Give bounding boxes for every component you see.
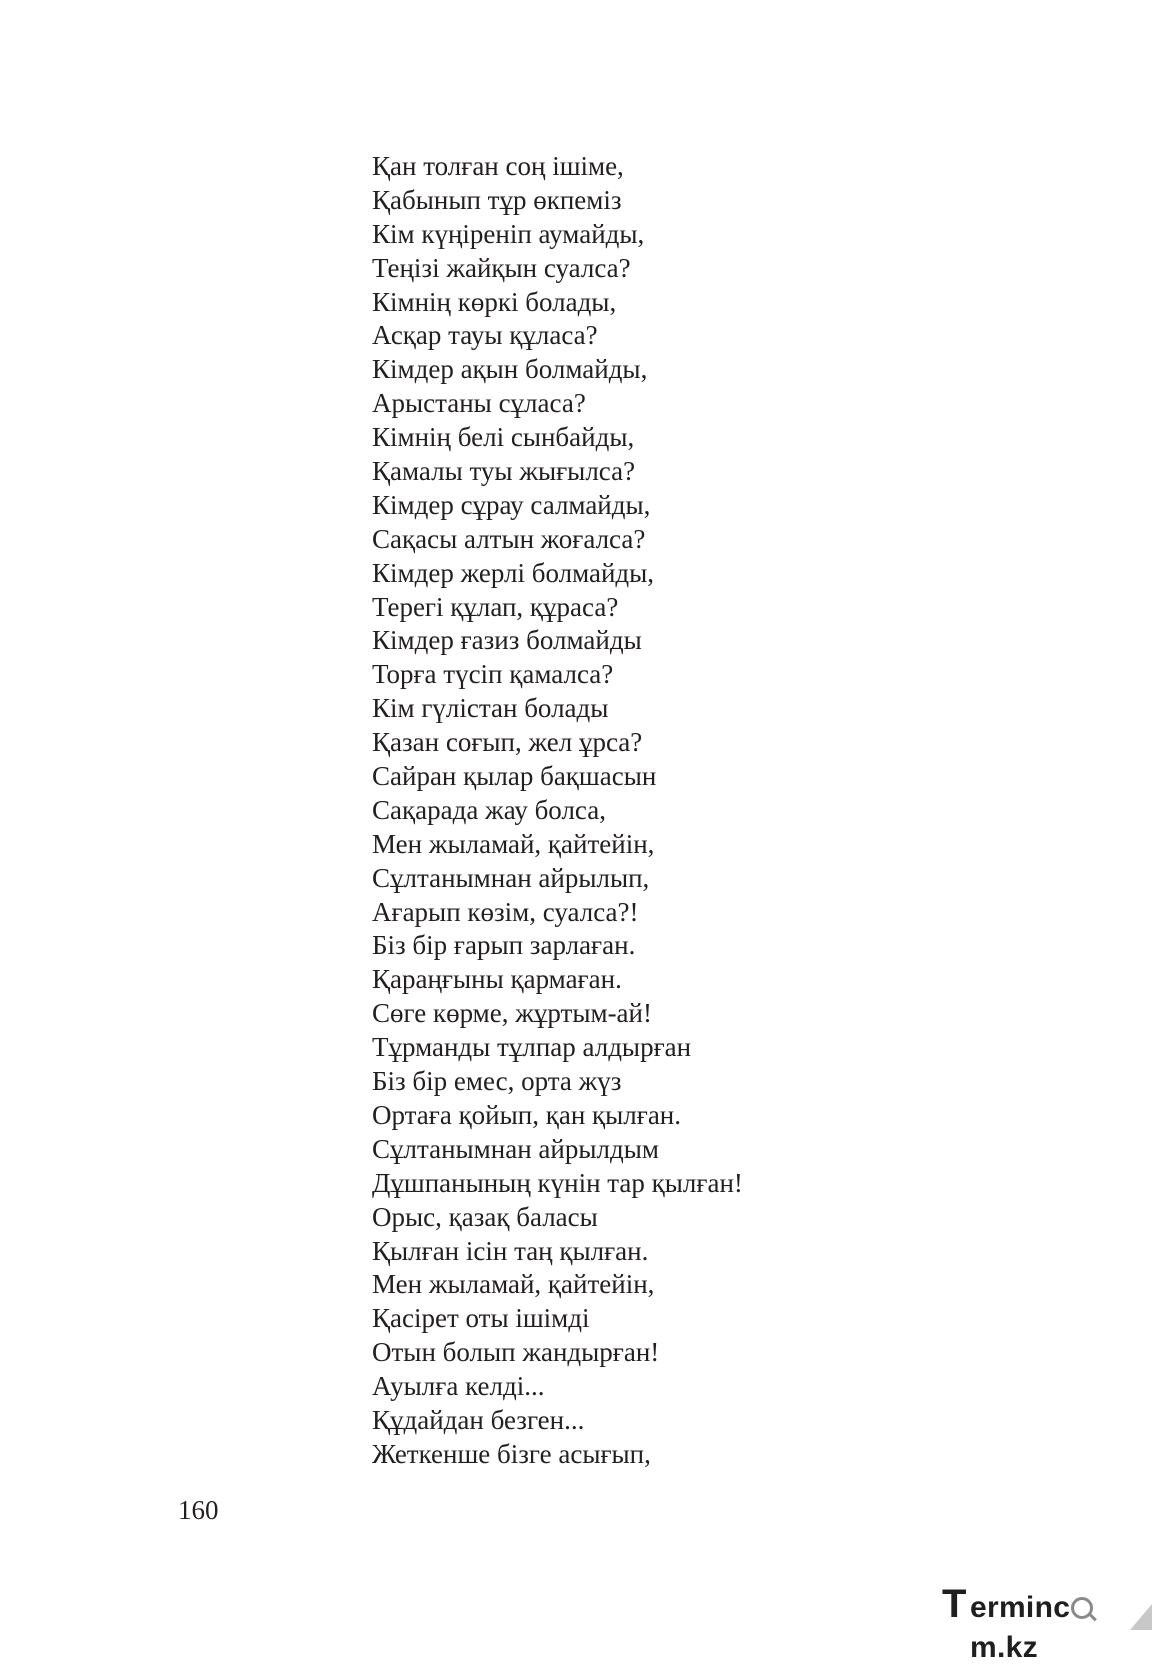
poem-line: Сұлтанымнан айрылдым	[372, 1133, 659, 1164]
logo-text-part-2: m.kz	[970, 1631, 1038, 1664]
poem-line: Кім гүлістан болады	[372, 693, 609, 724]
poem-line: Қасірет оты ішімді	[372, 1303, 590, 1334]
poem-line: Сөге көрме, жұртым-ай!	[372, 998, 652, 1029]
poem-text	[372, 150, 743, 1472]
poem-line: Қабынып тұр өкпеміз	[372, 184, 622, 215]
poem-line: Терегі құлап, құраса?	[372, 591, 619, 622]
poem-line: Кім күңіреніп аумайды,	[372, 218, 645, 249]
poem-line: Тұрманды тұлпар алдырған	[372, 1032, 692, 1063]
poem-line: Ортаға қойып, қан қылған.	[372, 1099, 682, 1130]
poem-line: Қараңғыны қармаған.	[372, 964, 622, 995]
logo-letter-t: T	[942, 1582, 967, 1626]
poem-line: Жеткенше бізге асығып,	[372, 1438, 651, 1469]
poem-line: Теңізі жайқын суалса?	[372, 252, 631, 283]
termincom-logo	[942, 1580, 1152, 1664]
logo-text-part-1: erminc	[970, 1591, 1071, 1624]
poem-line: Қазан соғып, жел ұрса?	[372, 727, 643, 758]
poem-line: Мен жыламай, қайтейін,	[372, 1269, 655, 1300]
poem-line: Сақасы алтын жоғалса?	[372, 523, 646, 554]
logo-wordmark	[970, 1588, 1152, 1668]
poem-line: Кімдер ғазиз болмайды	[372, 625, 642, 656]
poem-line: Асқар тауы құласа?	[372, 320, 598, 351]
poem-line: Торға түсіп қамалса?	[372, 659, 614, 690]
poem-line: Кімнің белі сынбайды,	[372, 422, 635, 453]
poem-line: Біз бір емес, орта жүз	[372, 1066, 622, 1097]
poem-line: Отын болып жандырған!	[372, 1337, 660, 1368]
poem-line: Кімдер ақын болмайды,	[372, 354, 648, 385]
poem-line: Құдайдан безген...	[372, 1404, 585, 1435]
poem-line: Сақарада жау болса,	[372, 794, 606, 825]
poem-line: Қамалы туы жығылса?	[372, 456, 636, 487]
poem-line: Кімдер жерлі болмайды,	[372, 557, 655, 588]
magnifier-icon	[1071, 1597, 1093, 1619]
poem-line: Кімдер сұрау салмайды,	[372, 489, 651, 520]
poem-line: Арыстаны сұласа?	[372, 388, 586, 419]
poem-line: Сайран қылар бақшасын	[372, 761, 657, 792]
poem-line: Кімнің көркі болады,	[372, 286, 617, 317]
logo-sail-icon	[1130, 1604, 1152, 1630]
page-number: 160	[178, 1495, 219, 1525]
poem-line: Қан толған соң ішіме,	[372, 151, 624, 181]
poem-line: Ағарып көзім, суалса?!	[372, 896, 639, 927]
poem-line: Сұлтанымнан айрылып,	[372, 862, 650, 893]
poem-line: Дұшпанының күнін тар қылған!	[372, 1167, 743, 1198]
poem-line: Орыс, қазақ баласы	[372, 1201, 598, 1232]
poem-line: Мен жыламай, қайтейін,	[372, 828, 655, 859]
poem-line: Қылған ісін таң қылған.	[372, 1235, 649, 1266]
poem-line: Біз бір ғарып зарлаған.	[372, 930, 636, 961]
poem-line: Ауылға келді...	[372, 1371, 545, 1402]
